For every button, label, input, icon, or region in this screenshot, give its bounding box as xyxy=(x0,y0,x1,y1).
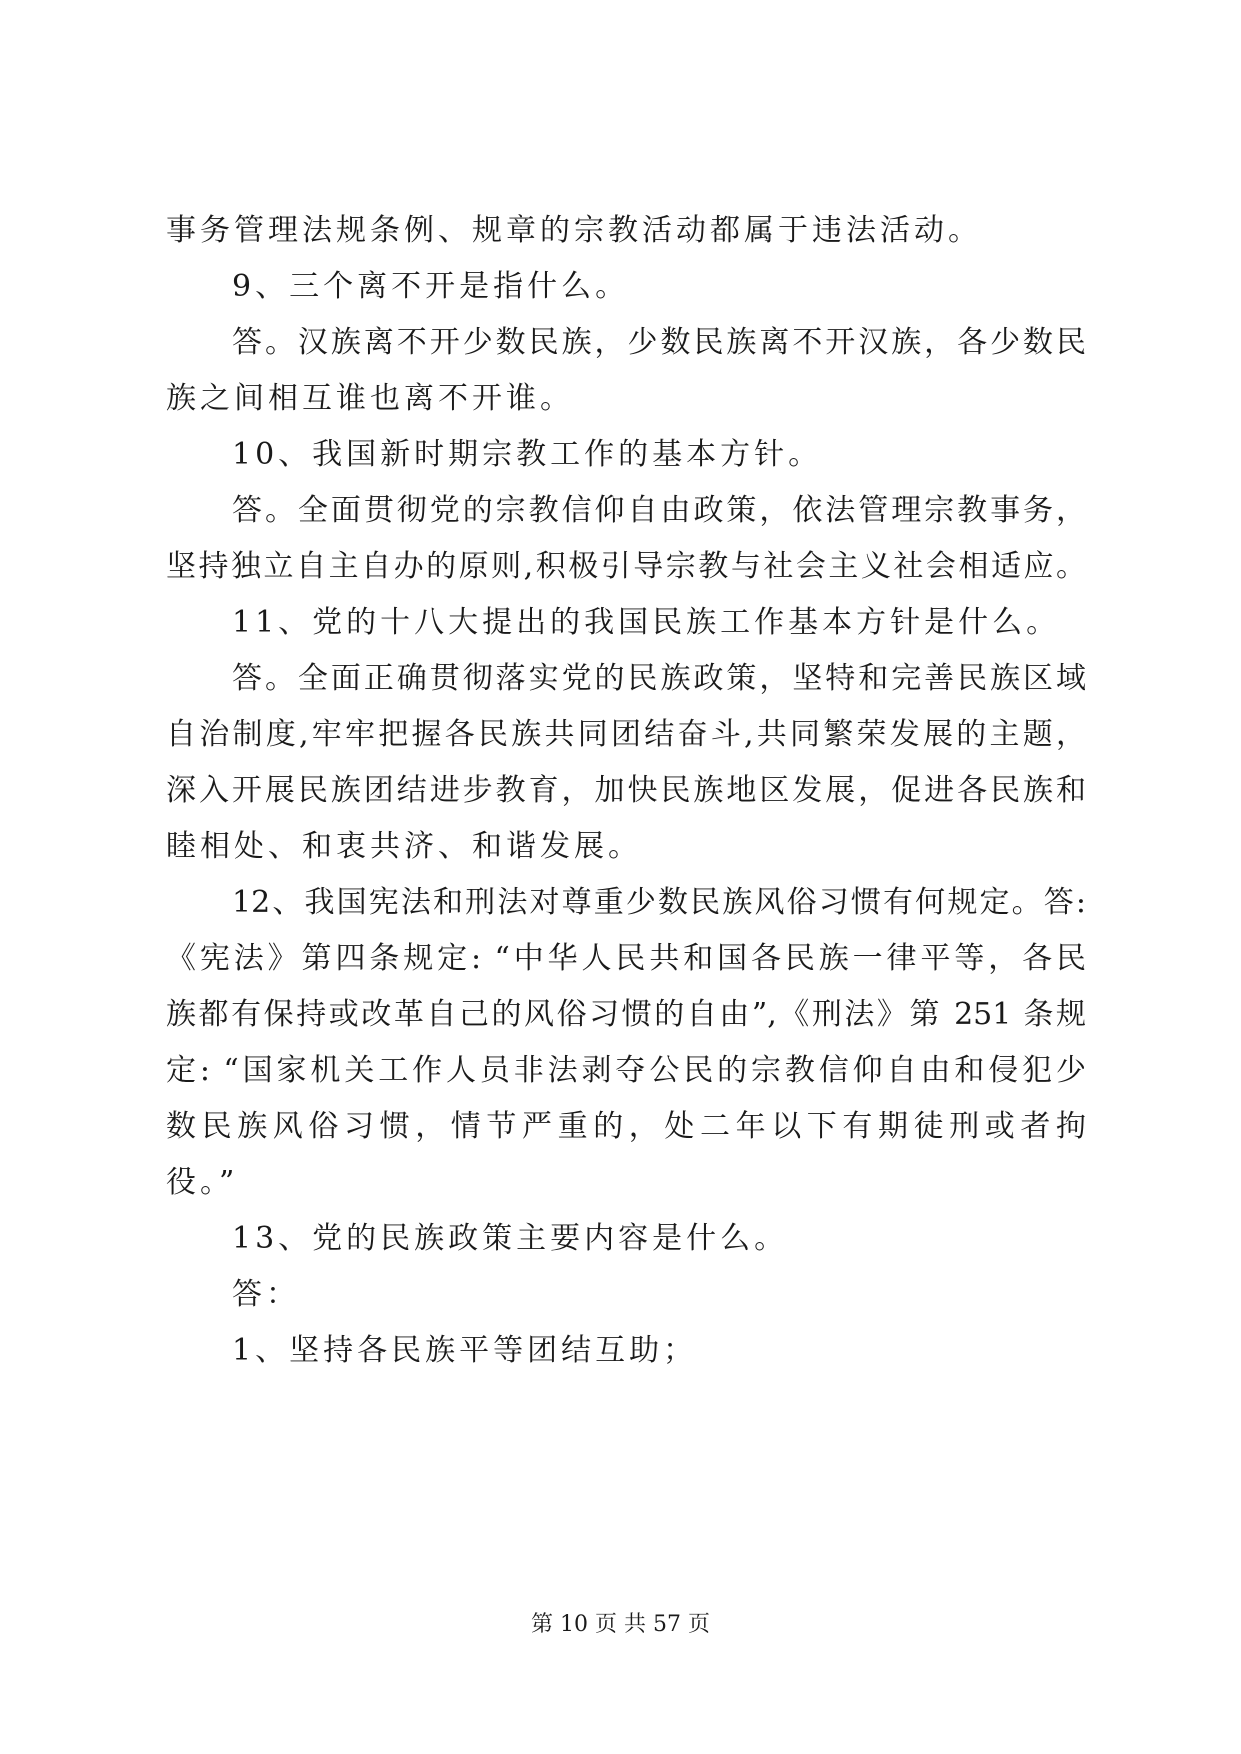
paragraph-line: 坚持独立自主自办的原则,积极引导宗教与社会主义社会相适应。 xyxy=(166,549,1086,584)
paragraph-line: 自治制度,牢牢把握各民族共同团结奋斗,共同繁荣发展的主题， xyxy=(166,717,1086,752)
paragraph-line: 数民族风俗习惯，情节严重的，处二年以下有期徒刑或者拘 xyxy=(166,1109,1086,1144)
answer-line: 答。汉族离不开少数民族，少数民族离不开汉族，各少数民 xyxy=(232,325,1086,360)
question-line: 10、我国新时期宗教工作的基本方针。 xyxy=(232,437,823,472)
question-line: 13、党的民族政策主要内容是什么。 xyxy=(232,1221,789,1256)
page-number-footer: 第 10 页 共 57 页 xyxy=(531,1612,710,1637)
paragraph-line: 事务管理法规条例、规章的宗教活动都属于违法活动。 xyxy=(166,213,982,248)
paragraph-line: 族之间相互谁也离不开谁。 xyxy=(166,381,574,416)
paragraph-line: 《宪法》第四条规定: “中华人民共和国各民族一律平等，各民 xyxy=(166,941,1086,976)
paragraph-line: 睦相处、和衷共济、和谐发展。 xyxy=(166,829,642,864)
answer-line: 答。全面贯彻党的宗教信仰自由政策，依法管理宗教事务， xyxy=(232,493,1086,528)
paragraph-line: 深入开展民族团结进步教育，加快民族地区发展，促进各民族和 xyxy=(166,773,1086,808)
answer-line: 答： xyxy=(232,1277,300,1312)
list-item: 1、坚持各民族平等团结互助； xyxy=(232,1333,698,1368)
question-line: 12、我国宪法和刑法对尊重少数民族风俗习惯有何规定。答: xyxy=(232,885,1086,920)
paragraph-line: 定: “国家机关工作人员非法剥夺公民的宗教信仰自由和侵犯少 xyxy=(166,1053,1086,1088)
question-line: 9、三个离不开是指什么。 xyxy=(232,269,630,304)
paragraph-line: 族都有保持或改革自己的风俗习惯的自由”,《刑法》第 251 条规 xyxy=(166,997,1086,1032)
question-line: 11、党的十八大提出的我国民族工作基本方针是什么。 xyxy=(232,605,1061,640)
answer-line: 答。全面正确贯彻落实党的民族政策，坚特和完善民族区域 xyxy=(232,661,1086,696)
paragraph-line: 役。” xyxy=(166,1165,239,1200)
